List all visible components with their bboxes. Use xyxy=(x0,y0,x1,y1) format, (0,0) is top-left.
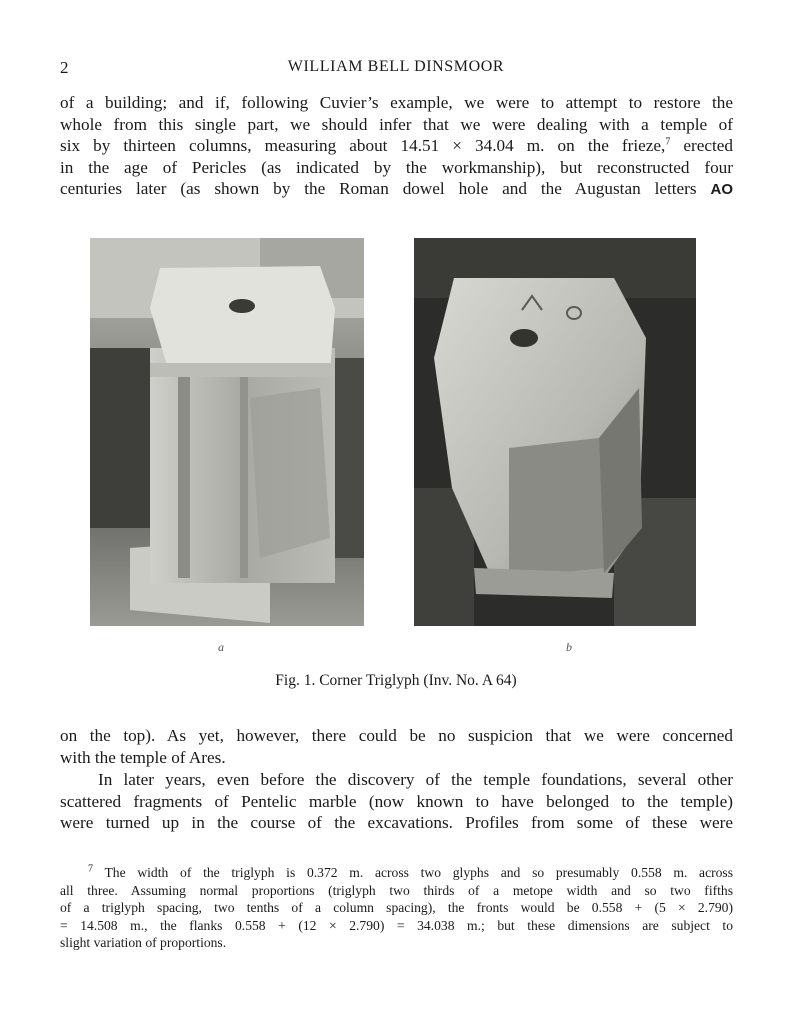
text-line-part: The width of the triglyph is 0.372 m. across two glyphs and so presumably 0.558 m. across xyxy=(104,865,734,880)
text-line xyxy=(60,135,733,157)
footnote-number: 7 xyxy=(88,863,93,875)
text-line xyxy=(60,864,733,882)
text-line-part: centuries later (as shown by the Roman dowel hole and the Augustan letters xyxy=(60,179,697,199)
text-line: on the top). As yet, however, there could be no suspicion that we were concerned xyxy=(60,726,733,745)
text-line: all three. Assuming normal proportions (triglyph two thirds of a metope width and so two fifths xyxy=(60,882,733,898)
text-line-part: six by thirteen columns, measuring about 14.51 × 34.04 m. on the frieze, xyxy=(60,136,666,156)
paragraph-2 xyxy=(60,725,733,768)
paragraph-3 xyxy=(60,769,733,834)
text-line: In later years, even before the discovery of the temple foundations, several other xyxy=(98,770,733,789)
text-line: with the temple of Ares. xyxy=(60,747,226,767)
text-line: = 14.508 m., the flanks 0.558 + (12 × 2.790) = 34.038 m.; but these dimensions are subject to xyxy=(60,917,733,933)
text-line: scattered fragments of Pentelic marble (now known to have belonged to the temple) xyxy=(60,791,733,811)
text-line: slight variation of proportions. xyxy=(60,935,227,951)
triglyph-photo-b xyxy=(414,238,696,626)
text-line: of a building; and if, following Cuvier’s example, we were to attempt to restore the xyxy=(60,93,733,112)
paragraph-1 xyxy=(60,92,733,201)
text-line xyxy=(60,178,733,201)
page-number: 2 xyxy=(60,58,69,77)
text-line: in the age of Pericles (as indicated by the workmanship), but reconstructed four xyxy=(60,157,733,177)
footnote xyxy=(60,864,733,952)
triglyph-photo-a xyxy=(90,238,364,626)
running-title: WILLIAM BELL DINSMOOR xyxy=(287,58,505,75)
figure-photo-a xyxy=(90,238,364,626)
figure-caption: Fig. 1. Corner Triglyph (Inv. No. A 64) xyxy=(275,672,517,689)
augustan-letters: AO xyxy=(710,181,733,199)
footnote-marker[interactable]: 7 xyxy=(665,136,671,148)
figure-label-a: a xyxy=(218,640,224,654)
figure-photo-b xyxy=(414,238,696,626)
text-line: were turned up in the course of the excavations. Profiles from some of these were xyxy=(60,813,733,833)
text-line: whole from this single part, we should infer that we were dealing with a temple of xyxy=(60,114,733,134)
text-line: of a triglyph spacing, two tenths of a column spacing), the fronts would be 0.558 + (5 × 2.790) xyxy=(60,900,733,916)
figure-label-b: b xyxy=(566,640,572,654)
text-line-part: erected xyxy=(670,136,733,156)
